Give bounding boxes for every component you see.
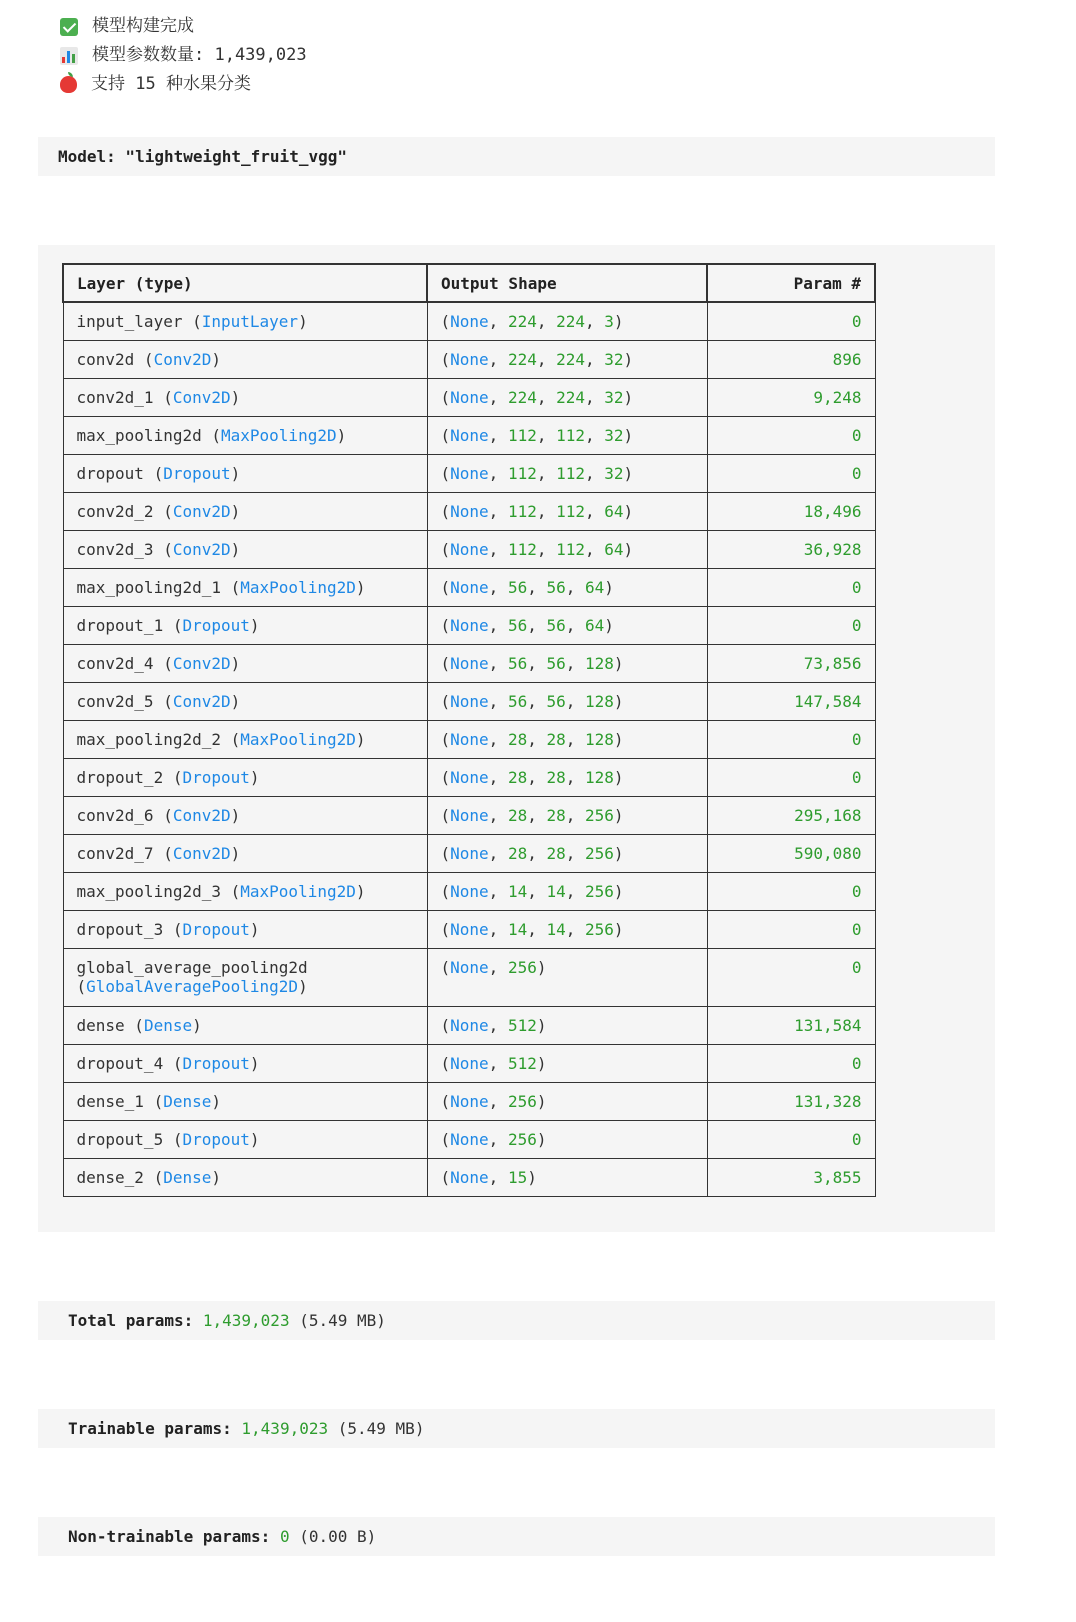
layer-cell: dropout (Dropout) (63, 454, 427, 492)
non-trainable-params-size: (0.00 B) (299, 1527, 377, 1546)
shape-dim: 512 (507, 1015, 537, 1035)
param-count-cell: 73,856 (707, 644, 875, 682)
shape-none: None (450, 1015, 489, 1035)
shape-dim: 224 (556, 387, 586, 407)
table-row (63, 302, 875, 340)
output-shape-cell: (None, 256) (427, 948, 707, 1006)
shape-dim: 14 (507, 881, 528, 901)
shape-dim: 256 (585, 805, 614, 825)
total-params-line (68, 1311, 386, 1330)
non-trainable-params-value: 0 (279, 1527, 290, 1546)
layer-type: MaxPooling2D (221, 425, 337, 445)
output-shape-cell: (None, 512) (427, 1006, 707, 1044)
table-row (63, 834, 875, 872)
shape-dim: 224 (556, 312, 586, 331)
layer-name: input_layer (76, 312, 183, 331)
shape-dim: 112 (507, 501, 537, 521)
shape-none: None (450, 805, 489, 825)
shape-none: None (450, 843, 489, 863)
layer-name: conv2d_7 (76, 843, 154, 863)
table-row (63, 720, 875, 758)
param-count-cell: 0 (707, 910, 875, 948)
param-count-cell: 0 (707, 454, 875, 492)
param-count-cell: 0 (707, 302, 875, 340)
shape-dim: 56 (546, 577, 566, 597)
shape-none: None (450, 577, 489, 597)
layer-type: Conv2D (172, 539, 231, 559)
layer-cell: conv2d_3 (Conv2D) (63, 530, 427, 568)
layer-type: Dense (163, 1091, 212, 1111)
output-shape-cell: (None, 28, 28, 128) (427, 720, 707, 758)
shape-none: None (450, 919, 489, 939)
layer-cell: conv2d_6 (Conv2D) (63, 796, 427, 834)
output-shape-cell: (None, 14, 14, 256) (427, 872, 707, 910)
layer-cell: conv2d_2 (Conv2D) (63, 492, 427, 530)
layer-name: max_pooling2d_2 (76, 729, 221, 749)
shape-dim: 112 (507, 425, 537, 445)
param-count-cell: 0 (707, 872, 875, 910)
param-count-cell: 0 (707, 568, 875, 606)
shape-dim: 224 (556, 349, 586, 369)
output-shape-cell: (None, 112, 112, 64) (427, 492, 707, 530)
table-row (63, 644, 875, 682)
table-row (63, 872, 875, 910)
apple-icon (60, 76, 77, 93)
shape-dim: 56 (546, 615, 566, 635)
layer-cell: dropout_5 (Dropout) (63, 1120, 427, 1158)
layer-cell: dropout_1 (Dropout) (63, 606, 427, 644)
shape-dim: 15 (507, 1167, 528, 1187)
shape-dim: 112 (556, 501, 586, 521)
param-count-cell: 0 (707, 948, 875, 1006)
layer-type: Conv2D (172, 843, 231, 863)
layer-type: Dropout (182, 919, 250, 939)
table-row (63, 568, 875, 606)
layer-type: Conv2D (172, 653, 231, 673)
layer-name: dropout_2 (76, 767, 164, 787)
layer-type: Conv2D (172, 691, 231, 711)
table-body (63, 302, 875, 1196)
shape-dim: 128 (585, 767, 614, 787)
layer-type: Conv2D (153, 349, 212, 369)
non-trainable-params-label: Non-trainable params: (68, 1527, 271, 1546)
layer-cell: dropout_3 (Dropout) (63, 910, 427, 948)
shape-dim: 56 (507, 577, 528, 597)
layer-name: conv2d_3 (76, 539, 154, 559)
layer-type: Dropout (182, 615, 250, 635)
shape-dim: 64 (604, 539, 624, 559)
layer-type: Dropout (163, 463, 231, 483)
layer-cell: dense (Dense) (63, 1006, 427, 1044)
layer-name: dropout (76, 463, 144, 483)
shape-dim: 256 (507, 957, 537, 977)
layer-cell: dropout_2 (Dropout) (63, 758, 427, 796)
output-shape-cell: (None, 224, 224, 32) (427, 378, 707, 416)
param-count-cell: 295,168 (707, 796, 875, 834)
layer-type: MaxPooling2D (240, 881, 356, 901)
shape-none: None (450, 539, 489, 559)
layer-type: Dropout (182, 1053, 250, 1073)
shape-none: None (450, 767, 489, 787)
trainable-params-line (68, 1419, 424, 1438)
shape-dim: 128 (585, 691, 614, 711)
header-layer: Layer (type) (63, 264, 427, 302)
output-shape-cell: (None, 56, 56, 128) (427, 644, 707, 682)
param-count-cell: 0 (707, 720, 875, 758)
param-count-cell: 0 (707, 1044, 875, 1082)
shape-dim: 3 (604, 312, 614, 331)
shape-none: None (450, 957, 489, 977)
non-trainable-params-line (68, 1527, 376, 1546)
shape-dim: 56 (507, 691, 528, 711)
shape-dim: 224 (507, 387, 537, 407)
trainable-params-label: Trainable params: (68, 1419, 232, 1438)
output-shape-cell: (None, 28, 28, 128) (427, 758, 707, 796)
table-row (63, 796, 875, 834)
layer-type: MaxPooling2D (240, 729, 356, 749)
layer-type: Conv2D (172, 501, 231, 521)
shape-dim: 112 (507, 539, 537, 559)
status-text: 模型构建完成 (92, 16, 194, 36)
layer-name: dense_1 (76, 1091, 144, 1111)
shape-dim: 224 (507, 349, 537, 369)
param-count-cell: 131,328 (707, 1082, 875, 1120)
param-count-cell: 36,928 (707, 530, 875, 568)
layer-name: max_pooling2d_3 (76, 881, 221, 901)
trainable-params-value: 1,439,023 (241, 1419, 329, 1438)
model-title: Model: "lightweight_fruit_vgg" (58, 147, 347, 166)
layer-type: Conv2D (172, 805, 231, 825)
layer-cell: conv2d_7 (Conv2D) (63, 834, 427, 872)
layer-type: Dense (163, 1167, 212, 1187)
shape-dim: 28 (507, 767, 528, 787)
param-count-cell: 0 (707, 606, 875, 644)
layer-name: conv2d_6 (76, 805, 154, 825)
output-shape-cell: (None, 56, 56, 64) (427, 568, 707, 606)
layer-name: dense (76, 1015, 125, 1035)
output-shape-cell: (None, 256) (427, 1120, 707, 1158)
shape-none: None (450, 881, 489, 901)
non-trainable-params-block (38, 1517, 995, 1556)
shape-dim: 56 (546, 653, 566, 673)
param-count-cell: 896 (707, 340, 875, 378)
table-row (63, 416, 875, 454)
table-header-row (63, 264, 875, 302)
total-params-label: Total params: (68, 1311, 194, 1330)
shape-dim: 56 (546, 691, 566, 711)
table-row (63, 454, 875, 492)
table-row (63, 1120, 875, 1158)
output-shape-cell: (None, 512) (427, 1044, 707, 1082)
shape-dim: 256 (585, 919, 614, 939)
shape-dim: 56 (507, 615, 528, 635)
model-summary-table (62, 263, 876, 1197)
shape-none: None (450, 1167, 489, 1187)
output-shape-cell: (None, 224, 224, 3) (427, 302, 707, 340)
layer-type: Dropout (182, 767, 250, 787)
shape-none: None (450, 501, 489, 521)
layer-cell: input_layer (InputLayer) (63, 302, 427, 340)
layer-cell: conv2d_5 (Conv2D) (63, 682, 427, 720)
table-row (63, 492, 875, 530)
layer-cell: conv2d_4 (Conv2D) (63, 644, 427, 682)
shape-dim: 512 (507, 1053, 537, 1073)
shape-dim: 28 (507, 805, 528, 825)
layer-type: Conv2D (172, 387, 231, 407)
total-params-value: 1,439,023 (202, 1311, 290, 1330)
trainable-params-block (38, 1409, 995, 1448)
status-line-classes (60, 70, 307, 99)
layer-cell: max_pooling2d_1 (MaxPooling2D) (63, 568, 427, 606)
layer-cell: max_pooling2d_3 (MaxPooling2D) (63, 872, 427, 910)
shape-dim: 28 (546, 843, 566, 863)
layer-cell: max_pooling2d_2 (MaxPooling2D) (63, 720, 427, 758)
output-shape-cell: (None, 56, 56, 64) (427, 606, 707, 644)
shape-dim: 28 (507, 843, 528, 863)
shape-none: None (450, 653, 489, 673)
layer-cell: dense_2 (Dense) (63, 1158, 427, 1196)
model-summary-block (38, 245, 995, 1232)
status-messages (60, 12, 307, 99)
layer-cell: conv2d (Conv2D) (63, 340, 427, 378)
shape-none: None (450, 349, 489, 369)
bar-chart-icon (60, 47, 78, 65)
output-shape-cell: (None, 56, 56, 128) (427, 682, 707, 720)
layer-type: MaxPooling2D (240, 577, 356, 597)
layer-type: InputLayer (201, 312, 299, 331)
model-title-block (38, 137, 995, 176)
shape-none: None (450, 1053, 489, 1073)
shape-dim: 56 (507, 653, 528, 673)
table-row (63, 530, 875, 568)
total-params-block (38, 1301, 995, 1340)
shape-dim: 128 (585, 653, 614, 673)
shape-none: None (450, 425, 489, 445)
layer-type: Dense (143, 1015, 193, 1035)
layer-name: dropout_4 (76, 1053, 164, 1073)
layer-name: dropout_1 (76, 615, 164, 635)
shape-dim: 112 (556, 539, 586, 559)
shape-dim: 28 (546, 805, 566, 825)
shape-dim: 32 (604, 349, 624, 369)
status-line-built (60, 12, 307, 41)
layer-name: dense_2 (76, 1167, 144, 1187)
layer-cell: max_pooling2d (MaxPooling2D) (63, 416, 427, 454)
status-line-params (60, 41, 307, 70)
table-row (63, 948, 875, 1006)
layer-name: conv2d_4 (76, 653, 154, 673)
layer-name: conv2d_1 (76, 387, 154, 407)
param-count-cell: 0 (707, 758, 875, 796)
layer-name: conv2d (76, 349, 135, 369)
shape-none: None (450, 387, 489, 407)
table-row (63, 682, 875, 720)
shape-none: None (450, 615, 489, 635)
shape-dim: 14 (546, 881, 566, 901)
layer-cell: dense_1 (Dense) (63, 1082, 427, 1120)
status-text: 支持 15 种水果分类 (91, 74, 251, 94)
trainable-params-size: (5.49 MB) (337, 1419, 425, 1438)
table-row (63, 1006, 875, 1044)
shape-dim: 256 (585, 843, 614, 863)
shape-dim: 256 (585, 881, 614, 901)
output-shape-cell: (None, 224, 224, 32) (427, 340, 707, 378)
output-shape-cell: (None, 28, 28, 256) (427, 796, 707, 834)
param-count-cell: 9,248 (707, 378, 875, 416)
shape-none: None (450, 312, 489, 331)
shape-dim: 32 (604, 387, 624, 407)
shape-dim: 224 (507, 312, 537, 331)
param-count-cell: 0 (707, 1120, 875, 1158)
layer-cell: global_average_pooling2d (GlobalAveragePooling2D) (63, 948, 427, 1006)
table-row (63, 378, 875, 416)
output-shape-cell: (None, 28, 28, 256) (427, 834, 707, 872)
table-row (63, 758, 875, 796)
output-shape-cell: (None, 112, 112, 64) (427, 530, 707, 568)
shape-dim: 64 (604, 501, 624, 521)
output-shape-cell: (None, 112, 112, 32) (427, 416, 707, 454)
shape-none: None (450, 691, 489, 711)
table-row (63, 1158, 875, 1196)
table-row (63, 606, 875, 644)
output-shape-cell: (None, 256) (427, 1082, 707, 1120)
table-row (63, 910, 875, 948)
shape-none: None (450, 463, 489, 483)
param-count-cell: 18,496 (707, 492, 875, 530)
layer-type: GlobalAveragePooling2D (86, 976, 299, 996)
layer-name: max_pooling2d (76, 425, 202, 445)
param-count-cell: 147,584 (707, 682, 875, 720)
shape-dim: 28 (546, 729, 566, 749)
output-shape-cell: (None, 14, 14, 256) (427, 910, 707, 948)
layer-name: global_average_pooling2d (76, 957, 308, 977)
table-row (63, 340, 875, 378)
shape-none: None (450, 729, 489, 749)
shape-dim: 28 (546, 767, 566, 787)
param-count-cell: 0 (707, 416, 875, 454)
layer-cell: dropout_4 (Dropout) (63, 1044, 427, 1082)
table-row (63, 1082, 875, 1120)
layer-type: Dropout (182, 1129, 250, 1149)
shape-dim: 128 (585, 729, 614, 749)
shape-dim: 32 (604, 425, 624, 445)
shape-dim: 112 (556, 463, 586, 483)
header-output-shape: Output Shape (427, 264, 707, 302)
total-params-size: (5.49 MB) (299, 1311, 386, 1330)
layer-cell: conv2d_1 (Conv2D) (63, 378, 427, 416)
output-shape-cell: (None, 112, 112, 32) (427, 454, 707, 492)
shape-dim: 112 (556, 425, 586, 445)
layer-name: conv2d_2 (76, 501, 154, 521)
table-row (63, 1044, 875, 1082)
shape-none: None (450, 1129, 489, 1149)
param-count-cell: 131,584 (707, 1006, 875, 1044)
layer-name: max_pooling2d_1 (76, 577, 221, 597)
shape-dim: 64 (585, 615, 605, 635)
shape-dim: 28 (507, 729, 528, 749)
shape-dim: 32 (604, 463, 624, 483)
shape-dim: 256 (507, 1129, 537, 1149)
param-count-cell: 3,855 (707, 1158, 875, 1196)
layer-name: conv2d_5 (76, 691, 154, 711)
shape-dim: 256 (507, 1091, 537, 1111)
param-count-cell: 590,080 (707, 834, 875, 872)
output-shape-cell: (None, 15) (427, 1158, 707, 1196)
status-text: 模型参数数量: 1,439,023 (92, 45, 307, 65)
shape-dim: 14 (507, 919, 528, 939)
shape-dim: 14 (546, 919, 566, 939)
check-mark-icon (60, 18, 78, 36)
layer-name: dropout_5 (76, 1129, 164, 1149)
shape-none: None (450, 1091, 489, 1111)
header-param: Param # (707, 264, 875, 302)
layer-name: dropout_3 (76, 919, 164, 939)
shape-dim: 64 (585, 577, 605, 597)
shape-dim: 112 (507, 463, 537, 483)
